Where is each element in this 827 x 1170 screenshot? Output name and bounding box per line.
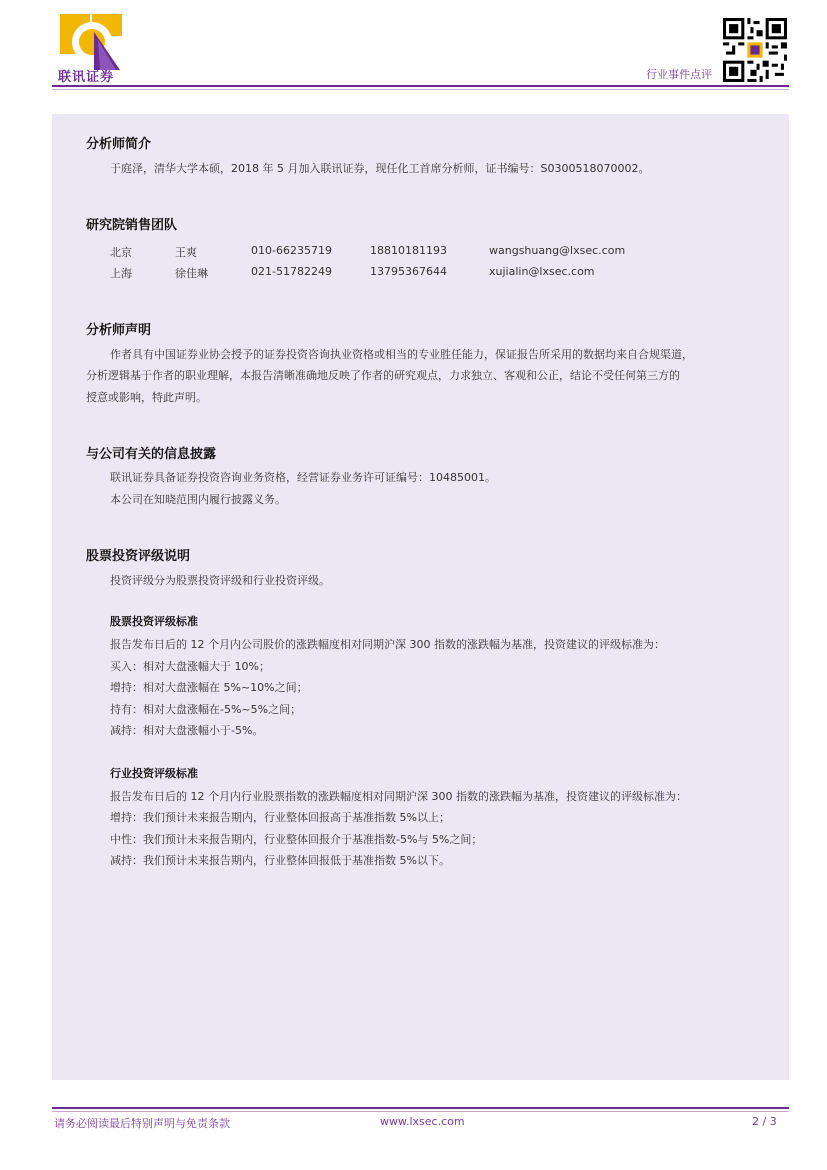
qr-code-icon [723, 18, 787, 82]
industry-rating-line: 中性：我们预计未来报告期内，行业整体回报介于基准指数-5%与 5%之间； [110, 833, 483, 846]
sales-team-heading: 研究院销售团队 [86, 218, 178, 233]
industry-rating-line: 减持：我们预计未来报告期内，行业整体回报低于基准指数 5%以下。 [110, 854, 450, 867]
analyst-statement-line: 作者具有中国证券业协会授予的证券投资咨询执业资格或相当的专业胜任能力，保证报告所采用的数据均来自合规渠道， [110, 348, 693, 361]
sales-name: 徐佳琳 [175, 267, 208, 280]
rating-intro: 投资评级分为股票投资评级和行业投资评级。 [110, 574, 330, 587]
report-type: 行业事件点评 [646, 68, 712, 81]
rating-heading: 股票投资评级说明 [86, 549, 191, 564]
industry-rating-line: 报告发布日后的 12 个月内行业股票指数的涨跌幅度相对同期沪深 300 指数的涨跌幅为基准，投资建议的评级标准为： [110, 790, 687, 803]
sales-city: 上海 [110, 267, 132, 280]
stock-rating-subheading: 股票投资评级标准 [110, 615, 198, 628]
stock-rating-line: 买入：相对大盘涨幅大于 10%； [110, 660, 270, 673]
disclosure-heading: 与公司有关的信息披露 [86, 447, 217, 462]
sales-mobile: 13795367644 [370, 265, 447, 278]
analyst-intro-text: 于庭泽，清华大学本硕，2018 年 5 月加入联讯证券，现任化工首席分析师，证书编号：S0300518070002。 [110, 162, 650, 175]
sales-mobile: 18810181193 [370, 244, 447, 257]
sales-phone: 010-66235719 [251, 244, 332, 257]
analyst-statement-line: 分析逻辑基于作者的职业理解，本报告清晰准确地反映了作者的研究观点，力求独立、客观和公正，结论不受任何第三方的 [86, 369, 680, 382]
analyst-intro-heading: 分析师简介 [86, 137, 152, 152]
stock-rating-line: 减持：相对大盘涨幅小于-5%。 [110, 724, 264, 737]
analyst-statement-line: 授意或影响，特此声明。 [86, 391, 207, 404]
stock-rating-line: 报告发布日后的 12 个月内公司股价的涨跌幅度相对同期沪深 300 指数的涨跌幅为基准，投资建议的评级标准为： [110, 638, 665, 651]
footer-rule-thin [52, 1111, 789, 1112]
footer-disclaimer: 请务必阅读最后特别声明与免责条款 [54, 1117, 230, 1130]
disclosure-line: 联讯证券具备证券投资咨询业务资格，经营证券业务许可证编号：10485001。 [110, 471, 496, 484]
logo-text: 联讯证券 [58, 70, 115, 85]
sales-email[interactable]: xujialin@lxsec.com [489, 265, 595, 278]
footer-website-link[interactable]: www.lxsec.com [380, 1115, 465, 1128]
header-rule [52, 85, 789, 87]
stock-rating-line: 持有：相对大盘涨幅在-5%~5%之间； [110, 703, 302, 716]
footer-rule [52, 1107, 789, 1109]
stock-rating-line: 增持：相对大盘涨幅在 5%~10%之间； [110, 681, 308, 694]
analyst-statement-heading: 分析师声明 [86, 323, 152, 338]
header-rule-thin [52, 89, 789, 90]
page-header [0, 0, 827, 100]
sales-name: 王爽 [175, 246, 197, 259]
industry-rating-line: 增持：我们预计未来报告期内，行业整体回报高于基准指数 5%以上； [110, 811, 450, 824]
industry-rating-subheading: 行业投资评级标准 [110, 767, 198, 780]
sales-city: 北京 [110, 246, 132, 259]
sales-phone: 021-51782249 [251, 265, 332, 278]
sales-email[interactable]: wangshuang@lxsec.com [489, 244, 626, 257]
lianxun-logo [58, 12, 128, 72]
content-panel [52, 114, 789, 1080]
page-number: 2 / 3 [752, 1115, 777, 1128]
disclosure-line: 本公司在知晓范围内履行披露义务。 [110, 493, 286, 506]
